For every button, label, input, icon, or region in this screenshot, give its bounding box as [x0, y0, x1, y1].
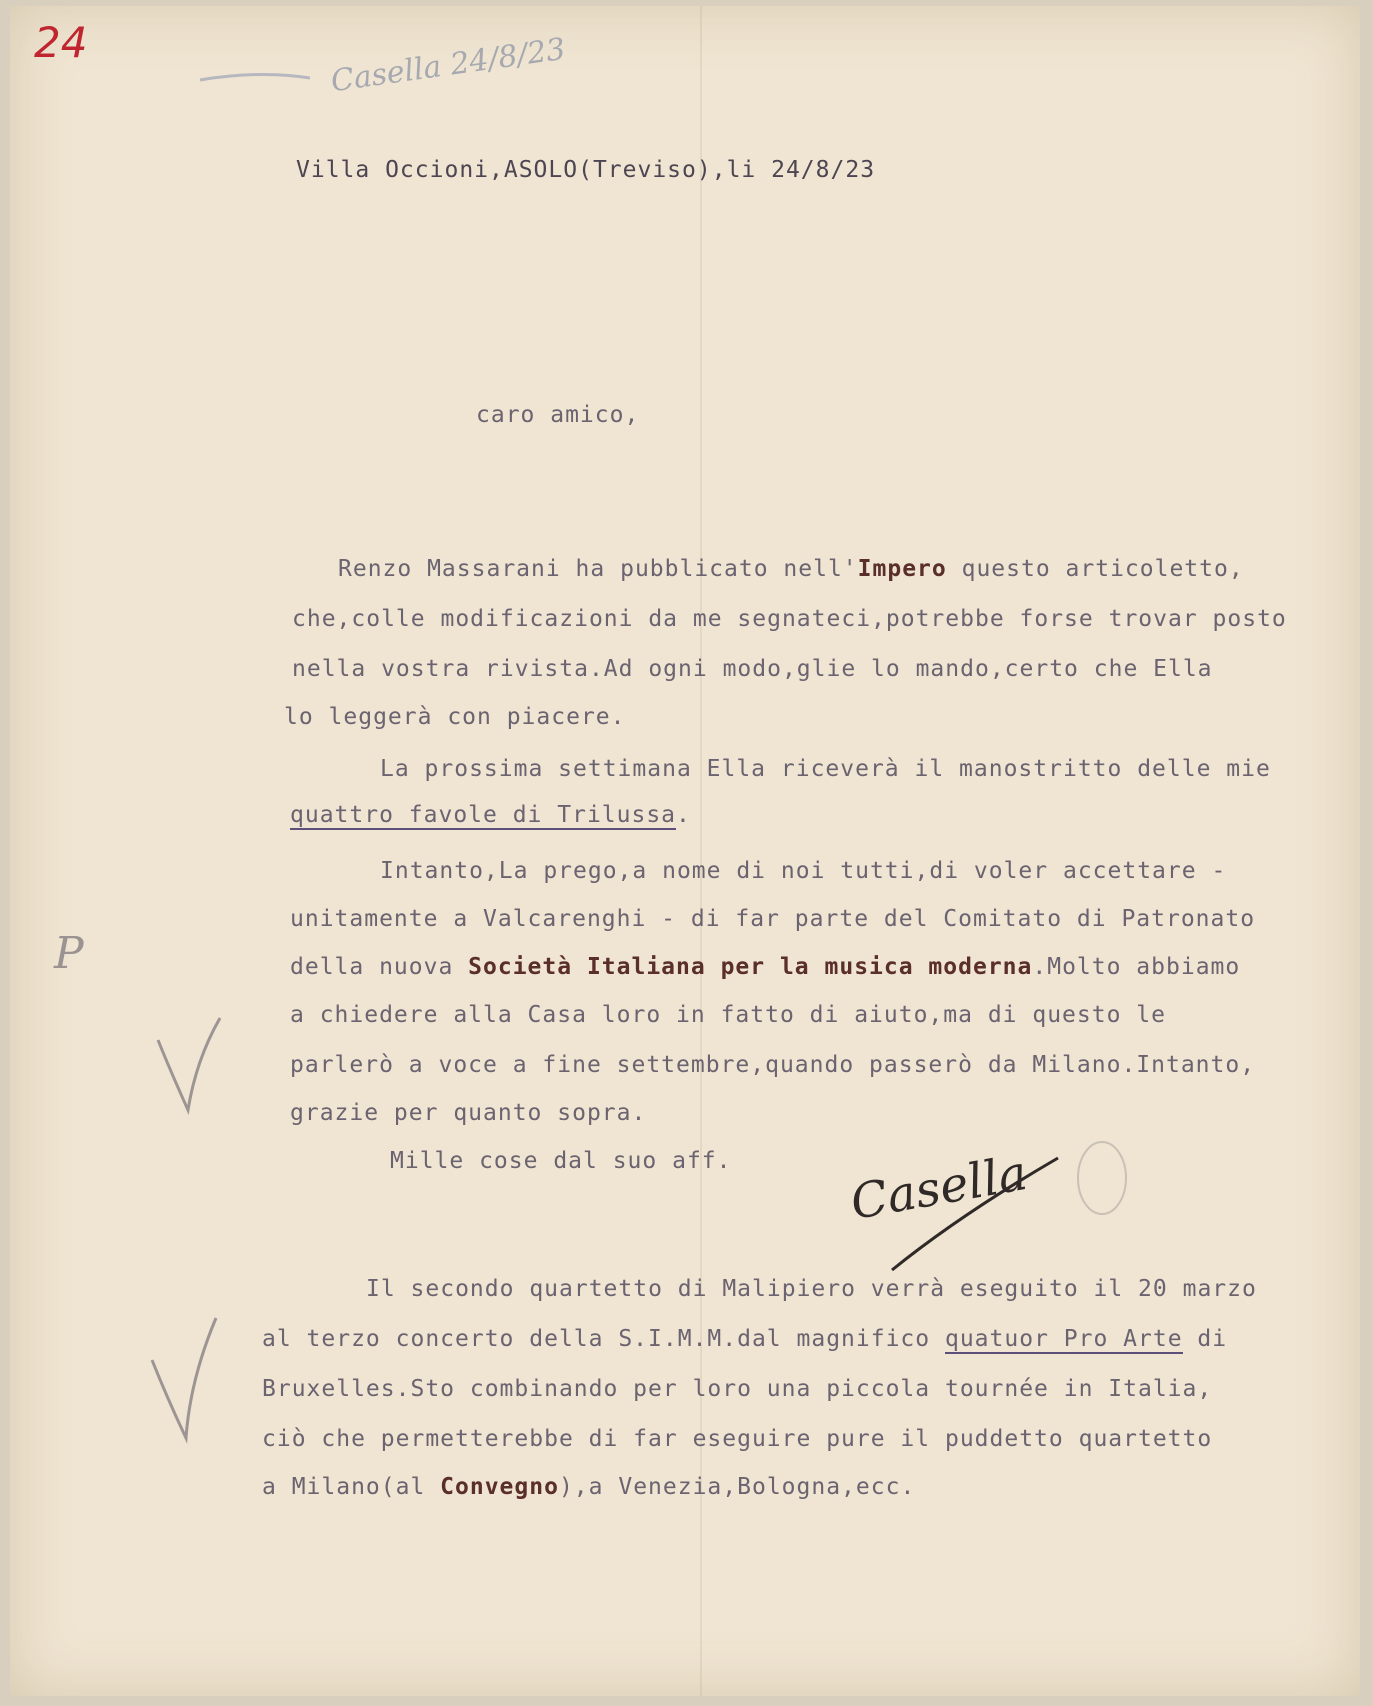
margin-p-note: P — [54, 928, 84, 979]
letter-heading: Villa Occioni,ASOLO(Treviso),li 24/8/23 — [296, 157, 876, 183]
body-line: che,colle modificazioni da me segnateci,potrebbe forse trovar posto — [292, 606, 1287, 632]
archival-note: Casella 24/8/23 — [328, 31, 568, 100]
body-line: Intanto,La prego,a nome di noi tutti,di voler accettare - — [380, 858, 1227, 884]
signature: Casella — [846, 1144, 1032, 1232]
postscript-line: ciò che permetterebbe di far eseguire pure il puddetto quartetto — [262, 1426, 1213, 1452]
postscript-line: Il secondo quartetto di Malipiero verrà eseguito il 20 marzo — [366, 1276, 1257, 1302]
underlined-title: quattro favole di Trilussa — [290, 802, 677, 828]
body-line: Renzo Massarani ha pubblicato nell'Impero questo articoletto, — [338, 556, 1244, 582]
body-line: parlerò a voce a fine settembre,quando passerò da Milano.Intanto, — [290, 1052, 1256, 1078]
body-line: La prossima settimana Ella riceverà il manostritto delle mie — [380, 756, 1271, 782]
body-line: quattro favole di Trilussa. — [290, 802, 691, 828]
society-name: Società Italiana per la musica moderna — [468, 954, 1033, 980]
body-line: unitamente a Valcarenghi - di far parte del Comitato di Patronato — [290, 906, 1256, 932]
body-line: a chiedere alla Casa loro in fatto di aiuto,ma di questo le — [290, 1002, 1166, 1028]
venue-name: Convegno — [440, 1474, 559, 1500]
closing-line: Mille cose dal suo aff. — [390, 1148, 732, 1174]
underlined-quartet: quatuor Pro Arte — [944, 1326, 1183, 1352]
postscript-line: Bruxelles.Sto combinando per loro una piccola tournée in Italia, — [262, 1376, 1213, 1402]
body-line: della nuova Società Italiana per la musica moderna.Molto abbiamo — [290, 954, 1241, 980]
salutation: caro amico, — [476, 402, 640, 428]
page-number: 24 — [34, 18, 88, 67]
body-line: grazie per quanto sopra. — [290, 1100, 647, 1126]
body-line: nella vostra rivista.Ad ogni modo,glie lo mando,certo che Ella — [292, 656, 1213, 682]
postscript-line: a Milano(al Convegno),a Venezia,Bologna,ecc. — [262, 1474, 916, 1500]
body-line: lo leggerà con piacere. — [284, 704, 626, 730]
postscript-line: al terzo concerto della S.I.M.M.dal magnifico quatuor Pro Arte di — [262, 1326, 1228, 1352]
journal-title: Impero — [857, 556, 947, 582]
